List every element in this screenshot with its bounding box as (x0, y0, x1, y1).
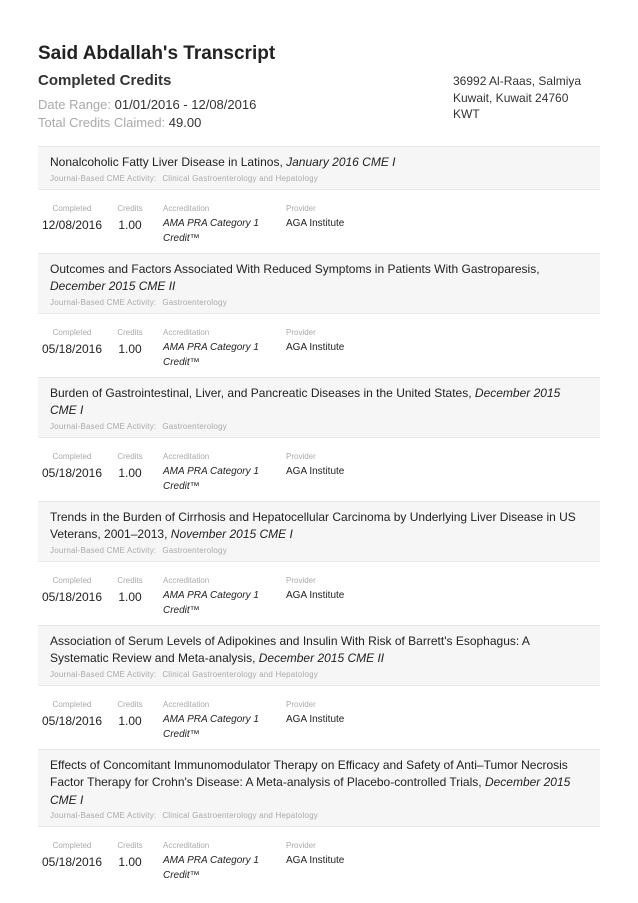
credits-label: Credits (117, 575, 143, 585)
credits-label: Credits (117, 841, 143, 850)
accreditation-line: Credit™ (163, 728, 200, 740)
course-header (38, 146, 600, 189)
activity-label: Journal-Based CME Activity: (50, 669, 157, 679)
provider-value: AGA Institute (286, 713, 345, 725)
accreditation-line: Credit™ (163, 870, 200, 881)
credits-label: Credits (117, 327, 143, 337)
activity-category: Gastroenterology (162, 297, 227, 307)
credits-value: 1.00 (118, 217, 142, 232)
course-title (50, 757, 588, 810)
activity-category: Clinical Gastroenterology and Hepatology (162, 173, 318, 183)
provider-label: Provider (286, 203, 316, 213)
course-title (50, 385, 588, 420)
provider-label: Provider (286, 327, 316, 337)
address-line: Kuwait, Kuwait 24760 (453, 90, 569, 105)
course-item (38, 501, 600, 625)
provider-value: AGA Institute (286, 217, 345, 229)
course-activity (50, 670, 588, 679)
accreditation-line: AMA PRA Category 1 (163, 589, 259, 601)
address (453, 73, 581, 123)
provider-value: AGA Institute (286, 855, 345, 866)
course-issue: December 2015 CME II (50, 279, 176, 293)
provider-value: AGA Institute (286, 465, 345, 477)
accreditation-value (163, 464, 273, 494)
credits-label: Credits (117, 203, 143, 213)
accreditation-value (163, 588, 273, 618)
accreditation-line: AMA PRA Category 1 (163, 465, 259, 477)
completed-date: 05/18/2016 (41, 589, 103, 604)
credits-value: 1.00 (118, 589, 142, 604)
course-title-text: Association of Serum Levels of Adipokines and Insulin With Risk of Barrett's Esophagus: A Systematic Review and Meta-analysis, (50, 633, 530, 665)
course-header (38, 625, 600, 685)
activity-category: Gastroenterology (162, 545, 227, 555)
course-header (38, 749, 600, 827)
activity-category: Clinical Gastroenterology and Hepatology (162, 669, 318, 679)
course-item (38, 253, 600, 377)
completed-date: 05/18/2016 (41, 465, 103, 480)
activity-category: Gastroenterology (162, 421, 227, 431)
course-item (38, 377, 600, 501)
course-activity (50, 422, 588, 431)
completed-label: Completed (52, 451, 92, 461)
course-title-text: Nonalcoholic Fatty Liver Disease in Latinos, (50, 155, 287, 169)
activity-category: Clinical Gastroenterology and Hepatology (162, 811, 318, 820)
course-details (38, 437, 600, 501)
credits-label: Credits (117, 699, 143, 709)
accreditation-label: Accreditation (163, 575, 210, 585)
date-range-value: 01/01/2016 - 12/08/2016 (114, 97, 257, 112)
address-line: KWT (453, 107, 480, 121)
course-header (38, 377, 600, 437)
provider-label: Provider (286, 841, 316, 850)
course-list (38, 146, 600, 890)
accreditation-line: AMA PRA Category 1 (163, 341, 259, 353)
credits-value: 1.00 (118, 465, 142, 480)
course-title-text: Burden of Gastrointestinal, Liver, and Pancreatic Diseases in the United States, (50, 385, 475, 400)
completed-date: 12/08/2016 (41, 217, 103, 232)
accreditation-line: AMA PRA Category 1 (163, 217, 259, 229)
activity-label: Journal-Based CME Activity: (50, 545, 157, 555)
course-title (50, 261, 588, 296)
course-title (50, 154, 588, 172)
course-item (38, 625, 600, 749)
completed-label: Completed (52, 575, 92, 585)
course-issue: December 2015 CME II (258, 651, 385, 665)
credits-label: Credits (117, 451, 143, 461)
course-details (38, 826, 600, 890)
accreditation-line: AMA PRA Category 1 (163, 855, 259, 866)
completed-date: 05/18/2016 (41, 855, 103, 869)
course-issue: December 2015 CME I (50, 775, 571, 807)
page-title: Said Abdallah's Transcript (38, 43, 276, 64)
accreditation-value (163, 853, 273, 883)
completed-date: 05/18/2016 (41, 341, 103, 356)
completed-date: 05/18/2016 (41, 713, 103, 728)
accreditation-line: Credit™ (163, 604, 200, 616)
course-activity (50, 546, 588, 555)
course-item (38, 146, 600, 253)
provider-value: AGA Institute (286, 589, 345, 601)
address-line: 36992 Al-Raas, Salmiya (453, 74, 582, 88)
completed-label: Completed (52, 841, 92, 850)
provider-label: Provider (286, 699, 316, 709)
course-title (50, 509, 588, 544)
completed-label: Completed (52, 699, 92, 709)
course-title-text: Outcomes and Factors Associated With Reduced Symptoms in Patients With Gastroparesis, (50, 261, 540, 276)
section-title: Completed Credits (38, 72, 172, 89)
accreditation-line: AMA PRA Category 1 (163, 713, 259, 725)
activity-label: Journal-Based CME Activity: (50, 297, 157, 307)
course-header (38, 253, 600, 313)
activity-label: Journal-Based CME Activity: (50, 173, 157, 183)
provider-label: Provider (286, 575, 316, 585)
date-range-label: Date Range: (38, 97, 111, 112)
course-details (38, 561, 600, 625)
total-credits-label: Total Credits Claimed: (38, 115, 166, 130)
completed-label: Completed (52, 203, 92, 213)
course-title-text: Effects of Concomitant Immunomodulator Therapy on Efficacy and Safety of Anti–Tumor Necrosis Factor Therapy for Crohn's Disease: A Meta-analysis of Placebo-controlled Trials, (50, 757, 568, 789)
course-title-text: Trends in the Burden of Cirrhosis and Hepatocellular Carcinoma by Underlying Liver Disease in US Veterans, 2001–2013, (50, 509, 576, 541)
date-range (38, 97, 256, 112)
accreditation-label: Accreditation (163, 699, 210, 709)
course-activity (50, 298, 588, 307)
course-header (38, 501, 600, 561)
course-details (38, 189, 600, 253)
activity-label: Journal-Based CME Activity: (50, 421, 157, 431)
accreditation-line: Credit™ (163, 232, 200, 244)
course-details (38, 685, 600, 749)
accreditation-value (163, 340, 273, 370)
total-credits (38, 115, 201, 130)
course-details (38, 313, 600, 377)
accreditation-label: Accreditation (163, 841, 210, 850)
provider-value: AGA Institute (286, 341, 345, 353)
accreditation-value (163, 712, 273, 742)
activity-label: Journal-Based CME Activity: (50, 811, 157, 820)
course-item (38, 749, 600, 891)
course-issue: December 2015 CME I (50, 385, 561, 417)
course-issue: January 2016 CME I (286, 155, 396, 169)
accreditation-value (163, 216, 273, 246)
course-title (50, 633, 588, 668)
course-activity (50, 811, 588, 820)
provider-label: Provider (286, 451, 316, 461)
accreditation-line: Credit™ (163, 356, 200, 368)
credits-value: 1.00 (118, 855, 142, 869)
credits-value: 1.00 (118, 341, 142, 356)
accreditation-label: Accreditation (163, 203, 210, 213)
accreditation-label: Accreditation (163, 327, 210, 337)
course-issue: November 2015 CME I (170, 527, 293, 541)
total-credits-value: 49.00 (168, 115, 202, 130)
accreditation-line: Credit™ (163, 480, 200, 492)
course-activity (50, 174, 588, 183)
completed-label: Completed (52, 327, 92, 337)
credits-value: 1.00 (118, 713, 142, 728)
accreditation-label: Accreditation (163, 451, 210, 461)
